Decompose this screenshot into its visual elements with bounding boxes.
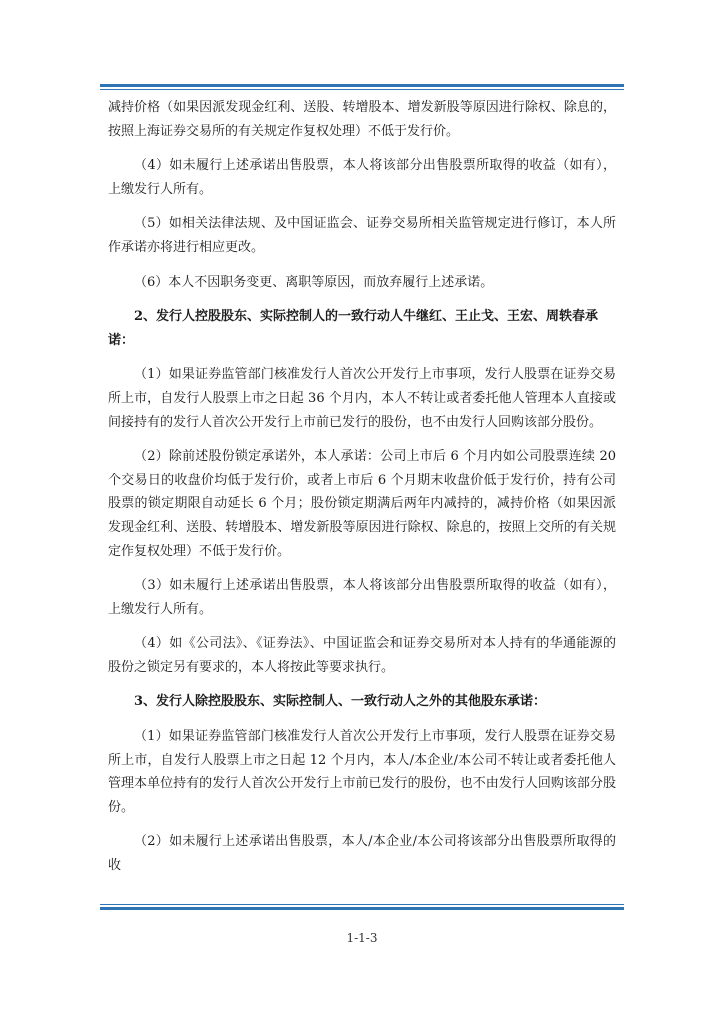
paragraph: （6）本人不因职务变更、离职等原因，而放弃履行上述承诺。: [134, 274, 494, 290]
paragraph: （2）除前述股份锁定承诺外，本人承诺：公司上市后 6 个月内如公司股票连续 20 个交易日的收盘价均低于发行价，或者上市后 6 个月期末收盘价低于发行价，持有公司股票的锁定期限自动延长 6 个月；股份锁定期满后两年内减持的，减持价格（如果因派发现金红利、送股、转增股本、增发新股等原因进行除权、除息的，按照上交所的有关规定作复权处理）不低于发行价。: [108, 449, 616, 559]
section-heading: 3、发行人除控股股东、实际控制人、一致行动人之外的其他股东承诺：: [134, 694, 547, 710]
paragraph: （1）如果证券监管部门核准发行人首次公开发行上市事项，发行人股票在证券交易所上市，自发行人股票上市之日起 12 个月内，本人/本企业/本公司不转让或者委托他人管理本单位持有的发行人首次公开发行上市前已发行的股份，也不由发行人回购该部分股份。: [108, 729, 616, 815]
header-rule: [100, 84, 624, 90]
section-heading: 2、发行人控股股东、实际控制人的一致行动人牛继红、王止戈、王宏、周轶春承诺：: [108, 309, 599, 348]
document-body: [108, 96, 616, 878]
page-number: 1-1-3: [346, 931, 378, 945]
paragraph: 减持价格（如果因派发现金红利、送股、转增股本、增发新股等原因进行除权、除息的，按照上海证券交易所的有关规定作复权处理）不低于发行价。: [108, 100, 616, 139]
paragraph: （5）如相关法律法规、及中国证监会、证券交易所相关监管规定进行修订，本人所作承诺亦将进行相应更改。: [108, 216, 616, 255]
paragraph: （1）如果证券监管部门核准发行人首次公开发行上市事项，发行人股票在证券交易所上市，自发行人股票上市之日起 36 个月内，本人不转让或者委托他人管理本人直接或间接持有的发行人首次公开发行上市前已发行的股份，也不由发行人回购该部分股份。: [108, 367, 616, 430]
paragraph: （3）如未履行上述承诺出售股票，本人将该部分出售股票所取得的收益（如有），上缴发行人所有。: [108, 578, 616, 617]
paragraph: （4）如未履行上述承诺出售股票，本人将该部分出售股票所取得的收益（如有），上缴发行人所有。: [108, 158, 616, 197]
paragraph: （4）如《公司法》、《证券法》、中国证监会和证券交易所对本人持有的华通能源的股份之锁定另有要求的，本人将按此等要求执行。: [108, 636, 616, 675]
paragraph: （2）如未履行上述承诺出售股票，本人/本企业/本公司将该部分出售股票所取得的收: [108, 834, 616, 874]
footer-rule: [100, 904, 624, 910]
